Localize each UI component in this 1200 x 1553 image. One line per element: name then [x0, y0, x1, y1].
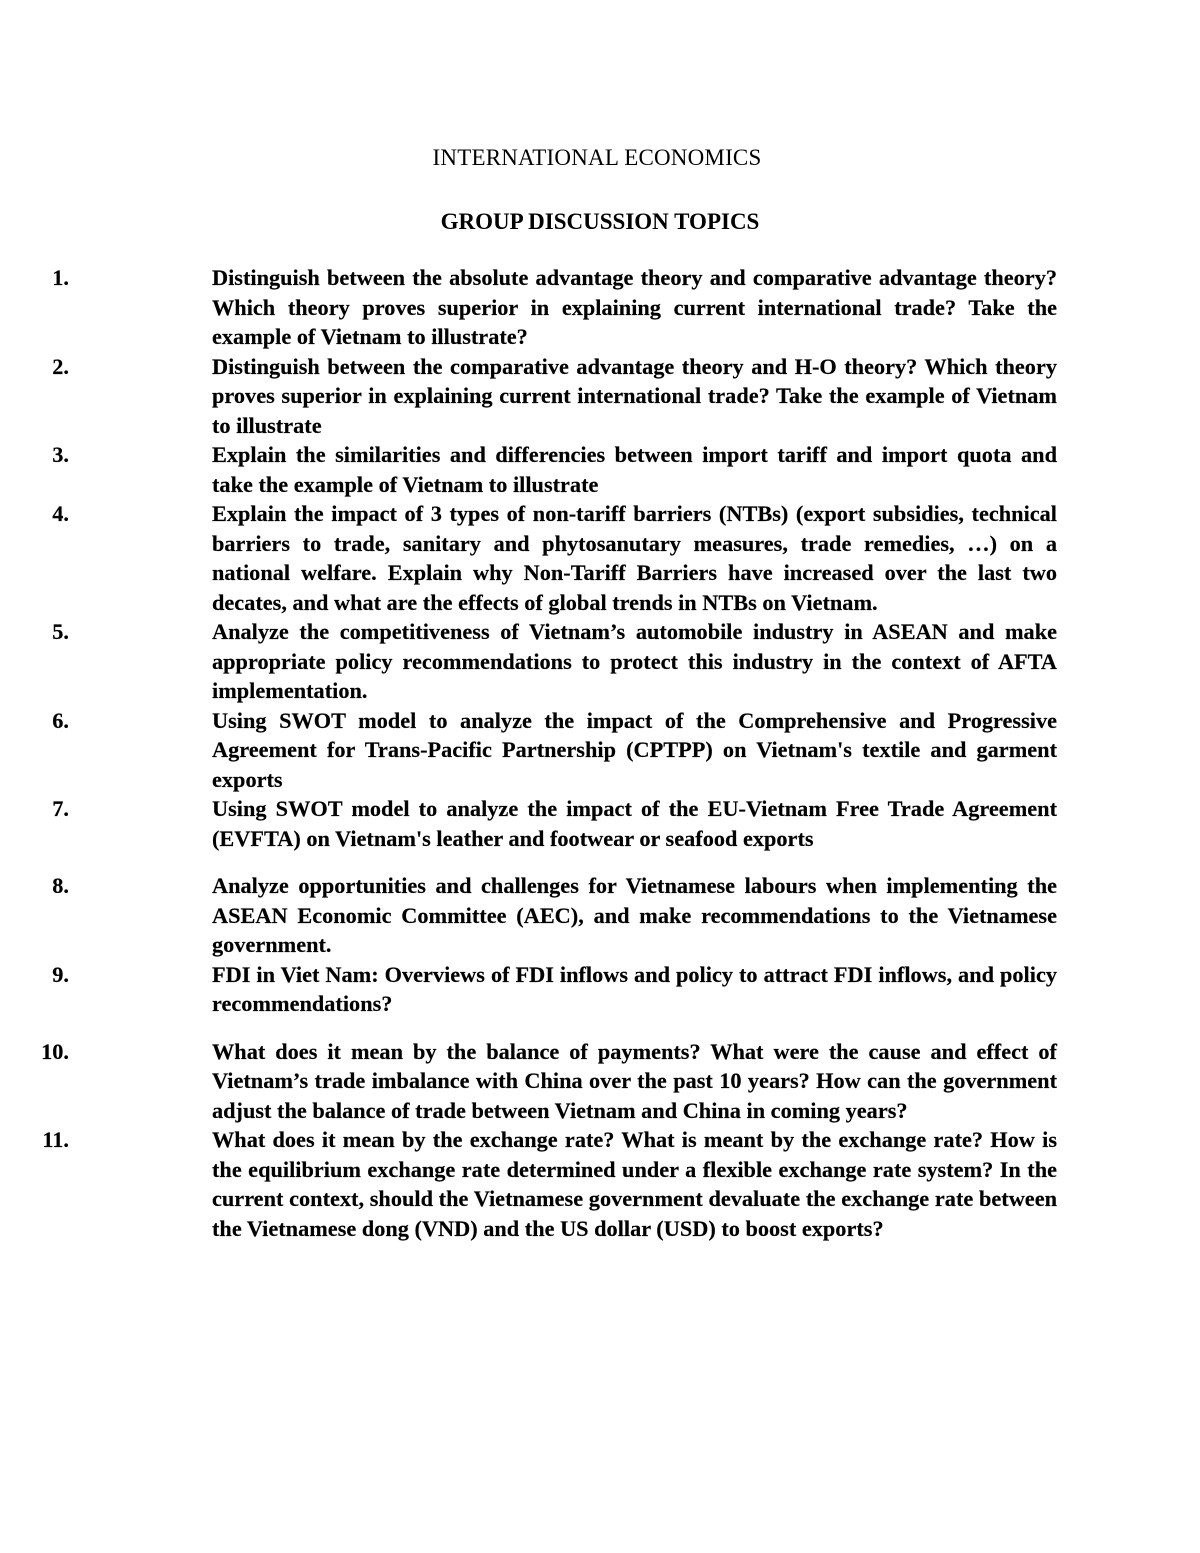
topic-item-1: [0, 263, 1057, 352]
topic-number: 10.: [41, 1038, 69, 1064]
topic-item-6: [0, 706, 1057, 795]
topic-item-3: [0, 440, 1057, 499]
topic-number: 8.: [52, 873, 69, 898]
topic-item-4: [0, 499, 1057, 617]
topic-item-5: [0, 617, 1057, 706]
topic-text: Using SWOT model to analyze the impact of the EU-Vietnam Free Trade Agreement (EVFTA) on Vietnam's leather and footwear or seafood exports: [212, 796, 1057, 851]
topic-number: 1.: [52, 265, 69, 290]
topic-number: 6.: [52, 707, 69, 733]
document-title: INTERNATIONAL ECONOMICS: [432, 145, 762, 170]
topic-text: Explain the similarities and differencies between import tariff and import quota and take the example of Vietnam to illustrate: [212, 442, 1057, 497]
document-heading: GROUP DISCUSSION TOPICS: [440, 209, 760, 234]
topic-text: Analyze opportunities and challenges for Vietnamese labours when implementing the ASEAN Economic Committee (AEC), and make recommendations to the Vietnamese government.: [212, 873, 1057, 957]
topic-number: 9.: [52, 961, 69, 987]
topic-item-10: [0, 1037, 1057, 1126]
topic-item-11: [0, 1125, 1057, 1243]
topic-number: 2.: [52, 353, 69, 379]
topic-list: [0, 263, 1200, 1243]
topic-item-8: [0, 871, 1057, 960]
topic-item-2: [0, 352, 1057, 441]
topic-text: Using SWOT model to analyze the impact of the Comprehensive and Progressive Agreement for Trans-Pacific Partnership (CPTPP) on Vietnam's textile and garment exports: [212, 707, 1057, 792]
topic-text: What does it mean by the exchange rate? What is meant by the exchange rate? How is the equilibrium exchange rate determined under a flexible exchange rate system? In the current context, should the Vietnamese government devaluate the exchange rate between the Vietnamese dong (VND) and the US dollar (USD) to boost exports?: [212, 1127, 1057, 1241]
topic-number: 11.: [42, 1127, 69, 1152]
topic-number: 7.: [52, 796, 69, 821]
topic-text: Distinguish between the absolute advantage theory and comparative advantage theory? Which theory proves superior in explaining current international trade? Take the example of Vietnam to illustrate?: [212, 265, 1057, 349]
topic-number: 4.: [52, 501, 69, 526]
topic-number: 3.: [52, 442, 69, 467]
topic-text: Explain the impact of 3 types of non-tariff barriers (NTBs) (export subsidies, technical barriers to trade, sanitary and phytosanutary measures, trade remedies, …) on a national welfare. Explain why Non-Tariff Barriers have increased over the last two decates, and what are the effects of global trends in NTBs on Vietnam.: [212, 501, 1057, 615]
topic-text: What does it mean by the balance of payments? What were the cause and effect of Vietnam’s trade imbalance with China over the past 10 years? How can the government adjust the balance of trade between Vietnam and China in coming years?: [212, 1038, 1057, 1123]
topic-text: FDI in Viet Nam: Overviews of FDI inflows and policy to attract FDI inflows, and policy recommendations?: [212, 961, 1057, 1016]
topic-number: 5.: [52, 619, 69, 644]
topic-item-9: [0, 960, 1057, 1019]
topic-text: Analyze the competitiveness of Vietnam’s automobile industry in ASEAN and make appropriate policy recommendations to protect this industry in the context of AFTA implementation.: [212, 619, 1057, 703]
topic-item-7: [0, 794, 1057, 853]
topic-text: Distinguish between the comparative advantage theory and H-O theory? Which theory proves superior in explaining current international trade? Take the example of Vietnam to illustrate: [212, 353, 1057, 438]
